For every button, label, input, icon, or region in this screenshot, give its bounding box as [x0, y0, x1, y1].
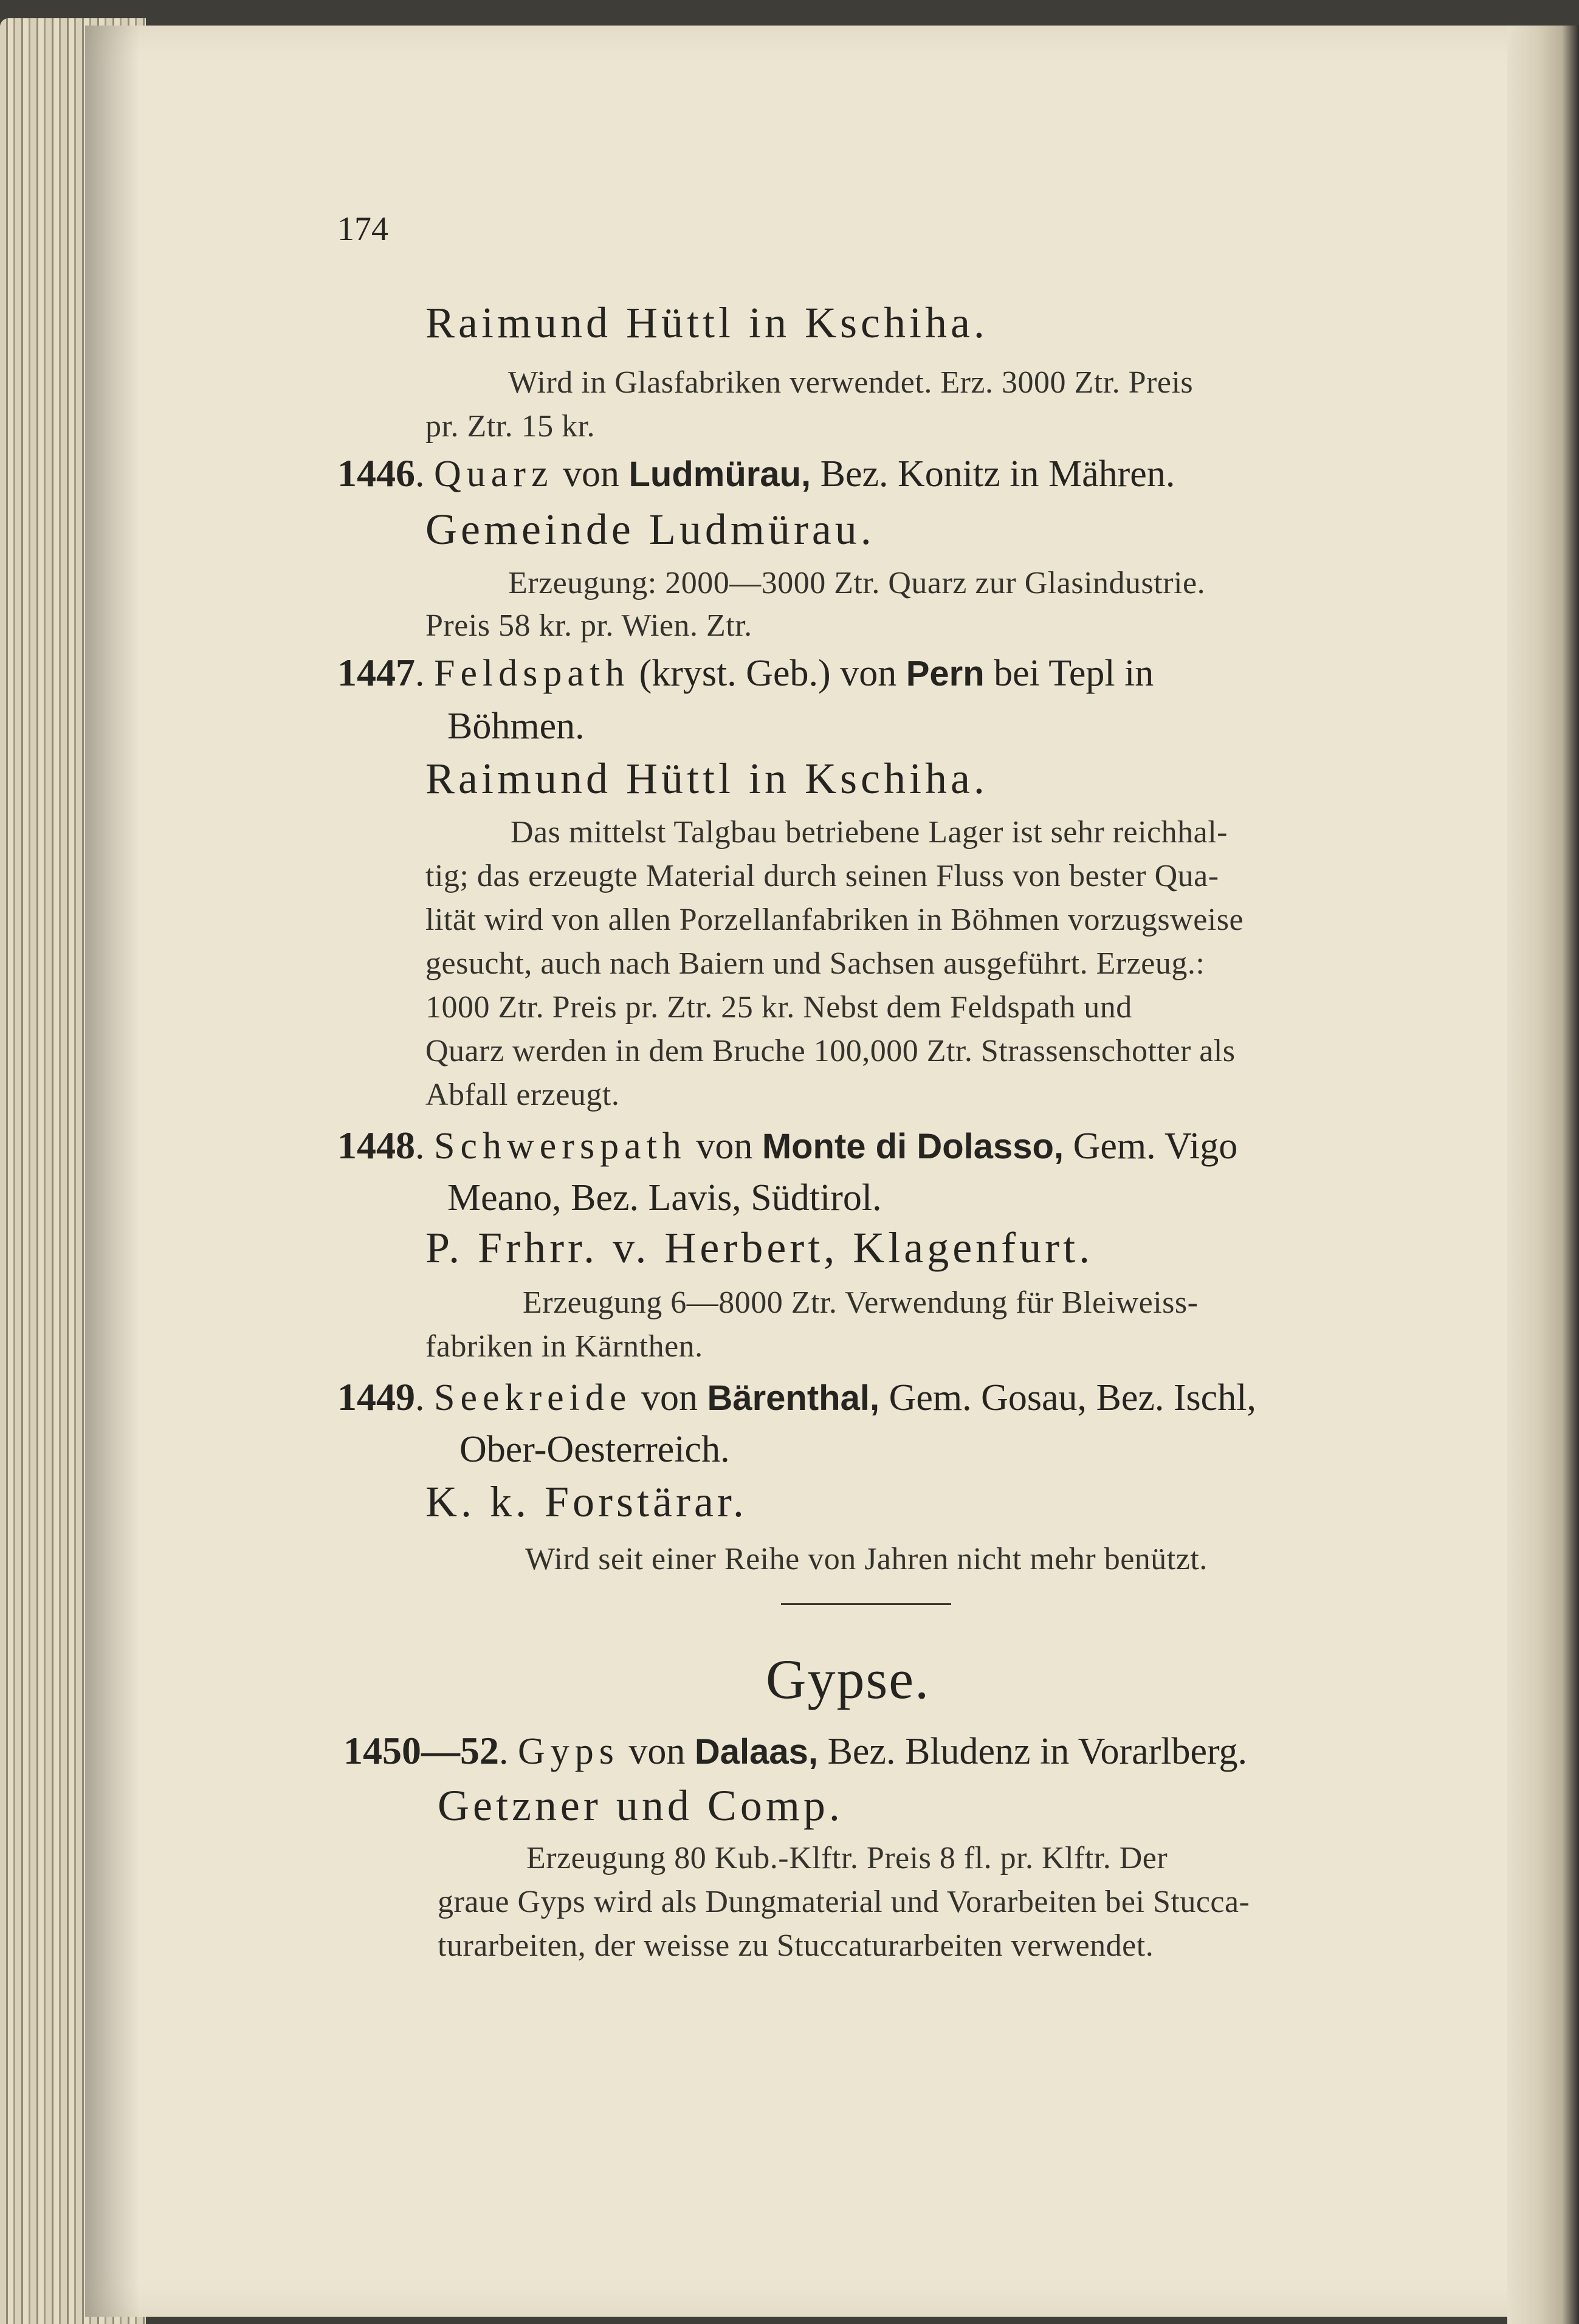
catalog-entry-1446: 1446. Quarz von Ludmürau, Bez. Konitz in Mähren.	[337, 452, 1175, 495]
material-name: Gyps	[518, 1731, 619, 1772]
description-line: tig; das erzeugte Material durch seinen Fluss von bester Qua-	[425, 859, 1219, 893]
section-divider	[781, 1603, 951, 1605]
description-line: fabriken in Kärnthen.	[425, 1329, 703, 1364]
place-name: Bärenthal,	[707, 1378, 880, 1418]
entry-text: von	[696, 1126, 753, 1167]
description-line: Wird in Glasfabriken verwendet. Erz. 3000 Ztr. Preis	[508, 365, 1194, 400]
entry-text: (kryst. Geb.) von	[639, 653, 897, 694]
entry-text: von	[628, 1731, 686, 1772]
material-name: Feldspath	[434, 653, 630, 694]
entry-number: 1449	[337, 1375, 415, 1418]
description-line: Quarz werden in dem Bruche 100,000 Ztr. Strassenschotter als	[425, 1034, 1236, 1068]
description-line: Preis 58 kr. pr. Wien. Ztr.	[425, 608, 752, 643]
entry-number: 1446	[337, 452, 415, 495]
entry-text: Gem. Vigo	[1073, 1126, 1238, 1167]
firm-name: Raimund Hüttl in Kschiha.	[425, 298, 988, 347]
place-name: Dalaas,	[694, 1732, 819, 1772]
catalog-entry-1450-52: 1450—52. Gyps von Dalaas, Bez. Bludenz in Vorarlberg.	[343, 1729, 1248, 1772]
firm-name: Raimund Hüttl in Kschiha.	[425, 754, 988, 803]
catalog-entry-1447: 1447. Feldspath (kryst. Geb.) von Pern bei Tepl in	[337, 651, 1154, 694]
firm-name: K. k. Forstärar.	[425, 1477, 748, 1526]
place-name: Monte di Dolasso,	[762, 1127, 1064, 1166]
entry-text: bei Tepl in	[994, 653, 1154, 694]
description-line: pr. Ztr. 15 kr.	[425, 409, 596, 444]
place-name: Pern	[906, 654, 985, 693]
description-line: turarbeiten, der weisse zu Stuccaturarbeiten verwendet.	[438, 1928, 1154, 1963]
catalog-entry-1449: 1449. Seekreide von Bärenthal, Gem. Gosau, Bez. Ischl,	[337, 1375, 1256, 1418]
section-heading: Gypse.	[766, 1648, 931, 1710]
place-name: Ludmürau,	[628, 455, 811, 494]
material-name: Seekreide	[434, 1377, 632, 1418]
entry-number: 1448	[337, 1124, 415, 1167]
description-line: Erzeugung: 2000—3000 Ztr. Quarz zur Glasindustrie.	[508, 566, 1206, 600]
material-name: Schwerspath	[434, 1126, 687, 1167]
entry-number: 1447	[337, 651, 415, 694]
catalog-entry-1448: 1448. Schwerspath von Monte di Dolasso, Gem. Vigo	[337, 1124, 1238, 1167]
description-line: Das mittelst Talgbau betriebene Lager ist sehr reichhal-	[511, 815, 1228, 850]
description-line: gesucht, auch nach Baiern und Sachsen ausgeführt. Erzeug.:	[425, 946, 1205, 981]
description-line: graue Gyps wird als Dungmaterial und Vorarbeiten bei Stucca-	[438, 1885, 1250, 1919]
description-line: Erzeugung 6—8000 Ztr. Verwendung für Bleiweiss-	[523, 1285, 1199, 1320]
firm-name: Getzner und Comp.	[438, 1781, 844, 1830]
material-name: Quarz	[434, 453, 554, 495]
entry-continuation: Ober-Oesterreich.	[459, 1429, 730, 1470]
description-line: lität wird von allen Porzellanfabriken in Böhmen vorzugsweise	[425, 902, 1244, 937]
entry-text: Gem. Gosau, Bez. Ischl,	[889, 1377, 1256, 1418]
description-line: Erzeugung 80 Kub.-Klftr. Preis 8 fl. pr. Klftr. Der	[526, 1841, 1168, 1875]
entry-number: 1450—52	[343, 1729, 499, 1772]
description-line: 1000 Ztr. Preis pr. Ztr. 25 kr. Nebst dem Feldspath und	[425, 990, 1132, 1025]
entry-text: Bez. Bludenz in Vorarlberg.	[827, 1731, 1248, 1772]
entry-text: Bez. Konitz in Mähren.	[820, 453, 1175, 495]
entry-text: von	[562, 453, 619, 495]
firm-name: Gemeinde Ludmürau.	[425, 505, 875, 554]
description-line: Wird seit einer Reihe von Jahren nicht mehr benützt.	[525, 1542, 1208, 1576]
description-line: Abfall erzeugt.	[425, 1078, 620, 1112]
entry-continuation: Meano, Bez. Lavis, Südtirol.	[447, 1177, 882, 1219]
firm-name: P. Frhrr. v. Herbert, Klagenfurt.	[425, 1223, 1094, 1272]
entry-continuation: Böhmen.	[447, 706, 585, 747]
page-number: 174	[337, 210, 388, 248]
entry-text: von	[641, 1377, 698, 1418]
